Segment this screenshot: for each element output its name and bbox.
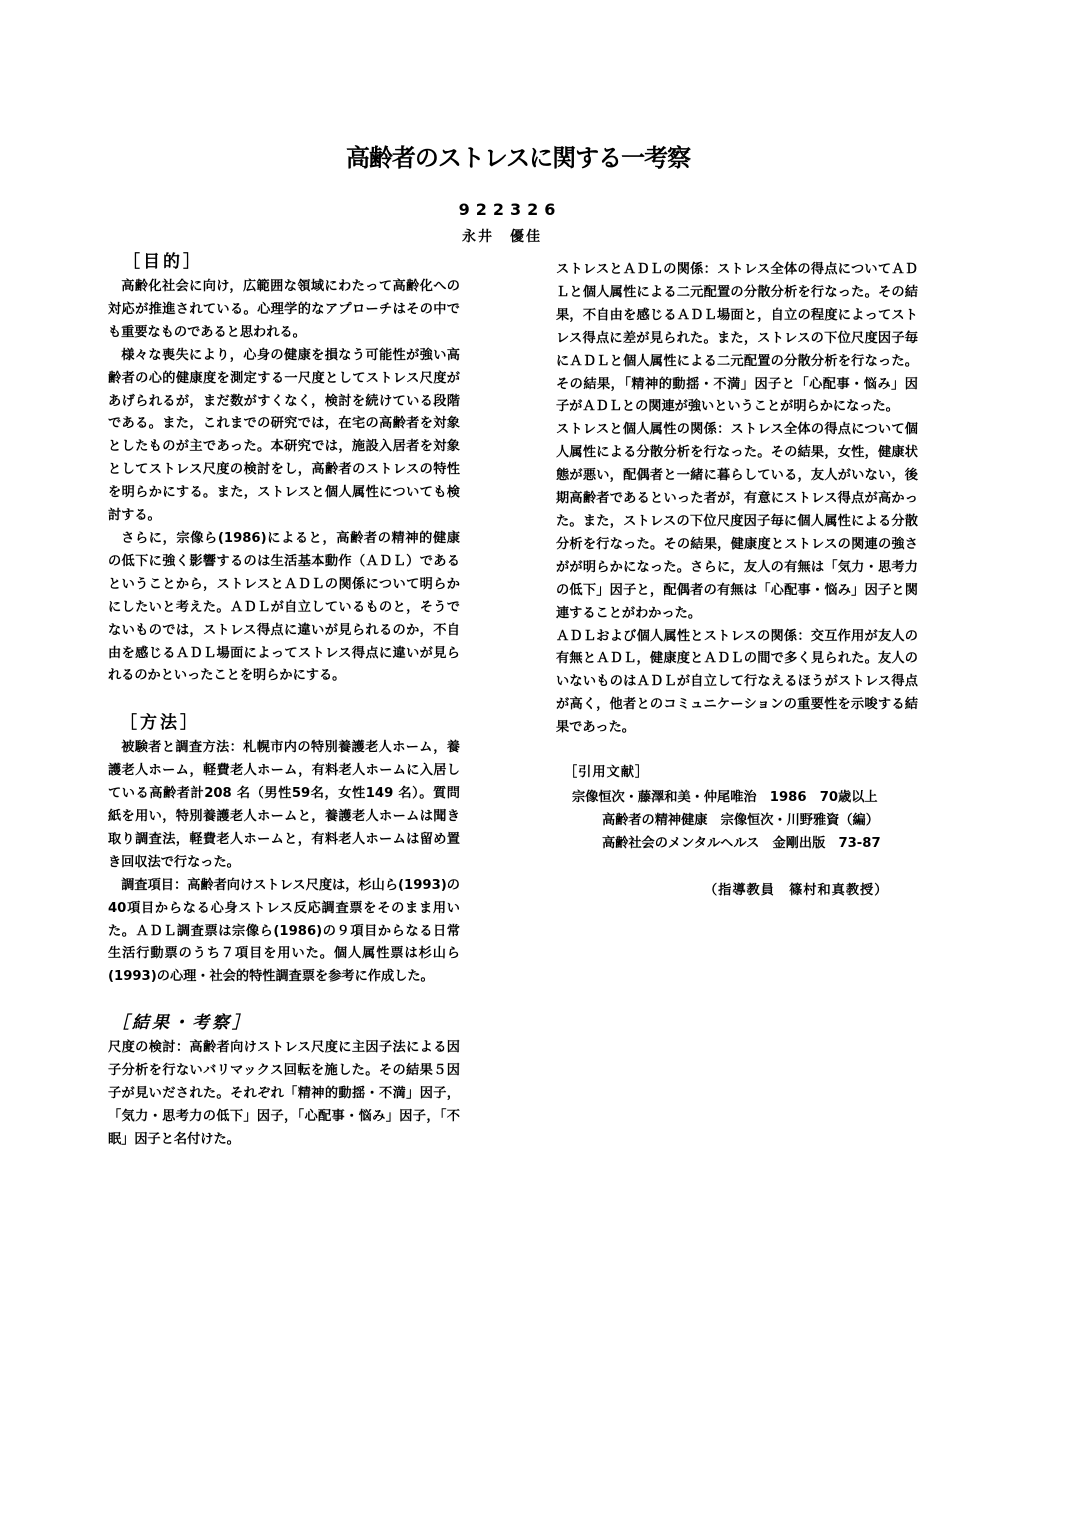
left-column <box>108 251 460 1152</box>
reference-line: 高齢者の精神健康 宗像恒次・川野雅資（編） <box>602 812 879 828</box>
results-heading: ［結果・考察］ <box>112 1013 252 1034</box>
purpose-paragraph: さらに，宗像ら(1986)によると，高齢者の精神的健康の低下に強く影響するのは生活基本動作（ＡＤＬ）であるということから，ストレスとＡＤＬの関係について明らかにしたいと考えた。ＡＤＬが自立しているものと，そうでないものでは，ストレス得点に違いが見られるのか，不自由を感じるＡＤＬ場面によってストレス得点に違いが見られるのかといったことを明らかにする。 <box>108 530 460 684</box>
student-id: 922326 <box>458 200 562 219</box>
method-paragraph: 被験者と調査方法：札幌市内の特別養護老人ホーム，養護老人ホーム，軽費老人ホーム，有料老人ホームに入居している高齢者計208 名（男性59名，女性149 名）。質問紙を用い，特別養護老人ホームと，養護老人ホームは聞き取り調査法，軽費老人ホームと，有料老人ホームは留め置き回収法で行なった。 <box>108 740 460 870</box>
author-name: 永井 優佳 <box>462 229 542 245</box>
purpose-paragraph: 高齢化社会に向け，広範囲な領域にわたって高齢化への対応が推進されている。心理学的なアプローチはその中でも重要なものであると思われる。 <box>108 279 460 340</box>
references-heading: ［引用文献］ <box>564 765 650 781</box>
purpose-heading: ［目的］ <box>123 252 203 272</box>
reference-line: 高齢社会のメンタルヘルス 金剛出版 73-87 <box>602 835 881 851</box>
method-heading: ［方法］ <box>120 713 200 734</box>
results-paragraph: ＡＤＬおよび個人属性とストレスの関係：交互作用が友人の有無とＡＤＬ，健康度とＡＤＬの間で多く見られた。友人のいないものはＡＤＬが自立して行なえるほうがストレス得点が高く，他者とのコミュニケーションの重要性を示唆する結果であった。 <box>556 628 918 736</box>
supervisor-note: （指導教員 篠村和真教授） <box>704 882 889 898</box>
right-column <box>556 259 918 903</box>
reference-line: 宗像恒次・藤澤和美・仲尾唯治 1986 70歳以上 <box>572 789 878 805</box>
results-paragraph: ストレスとＡＤＬの関係：ストレス全体の得点についてＡＤＬと個人属性による二元配置の分散分析を行なった。その結果，不自由を感じるＡＤＬ場面と，自立の程度によってストレス得点に差が見られた。また，ストレスの下位尺度因子毎にＡＤＬと個人属性による二元配置の分散分析を行なった。その結果，「精神的動揺・不満」因子と「心配事・悩み」因子がＡＤＬとの関連が強いということが明らかになった。 <box>556 262 918 415</box>
paper-title: 高齢者のストレスに関する一考察 <box>345 144 691 172</box>
references-section <box>556 762 918 856</box>
method-paragraph: 調査項目：高齢者向けストレス尺度は，杉山ら(1993)の40項目からなる心身ストレス反応調査票をそのまま用いた。ＡＤＬ調査票は宗像ら(1986)の９項目からなる日常生活行動票のうち７項目を用いた。個人属性票は杉山ら(1993)の心理・社会的特性調査票を参考に作成した。 <box>108 877 460 985</box>
purpose-paragraph: 様々な喪失により，心身の健康を損なう可能性が強い高齢者の心的健康度を測定する一尺度としてストレス尺度があげられるが，まだ数がすくなく，検討を続けている段階である。また，これまでの研究では，在宅の高齢者を対象としたものが主であった。本研究では，施設入居者を対象としてストレス尺度の検討をし，高齢者のストレスの特性を明らかにする。また，ストレスと個人属性についても検討する。 <box>108 347 460 524</box>
results-paragraph: ストレスと個人属性の関係：ストレス全体の得点について個人属性による分散分析を行なった。その結果，女性，健康状態が悪い，配偶者と一緒に暮らしている，友人がいない，後期高齢者であるといった者が，有意にストレス得点が高かった。また，ストレスの下位尺度因子毎に個人属性による分散分析を行なった。その結果，健康度とストレスの関連の強さがが明らかになった。さらに，友人の有無は「気力・思考力の低下」因子と，配偶者の有無は「心配事・悩み」因子と関連することがわかった。 <box>556 422 918 621</box>
results-paragraph: 尺度の検討：高齢者向けストレス尺度に主因子法による因子分析を行ないバリマックス回転を施した。その結果５因子が見いだされた。それぞれ「精神的動揺・不満」因子，「気力・思考力の低下」因子，「心配事・悩み」因子，「不眠」因子と名付けた。 <box>108 1040 460 1147</box>
